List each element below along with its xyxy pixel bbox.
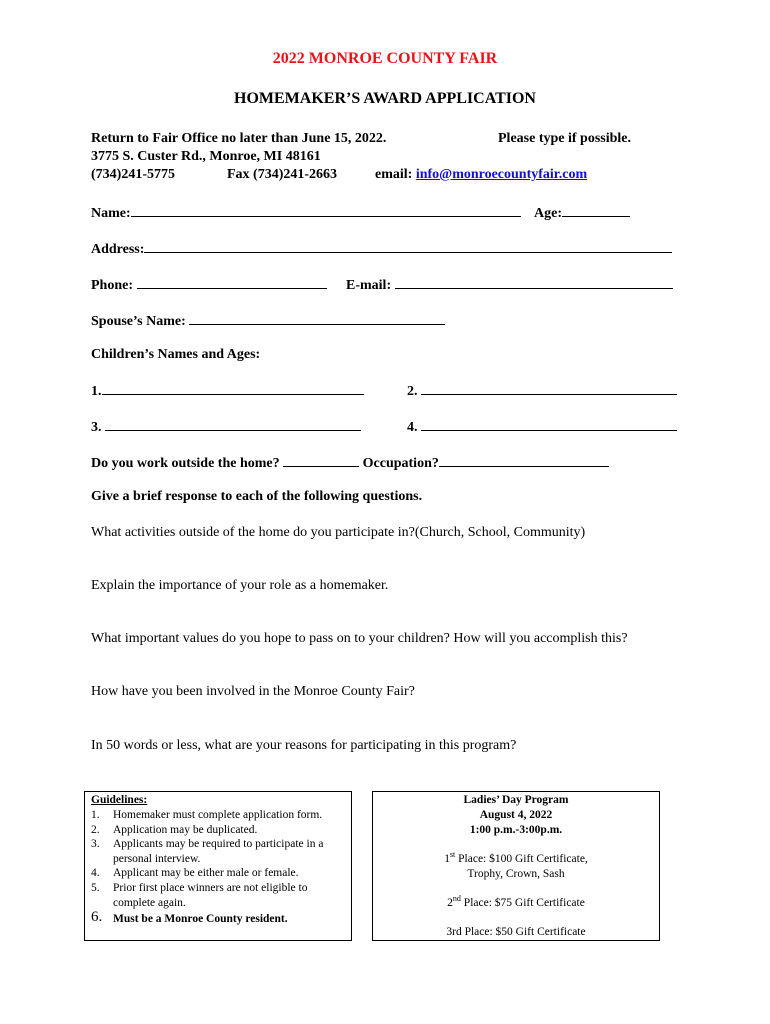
child-3-field[interactable] bbox=[91, 417, 361, 436]
fair-title: 2022 MONROE COUNTY FAIR bbox=[272, 50, 498, 67]
guideline-item: 5. Prior first place winners are not eligible to complete again. bbox=[91, 881, 308, 909]
email-line bbox=[375, 167, 587, 183]
program-box bbox=[372, 791, 660, 941]
occupation-blank[interactable] bbox=[439, 453, 609, 467]
name-blank[interactable] bbox=[131, 203, 521, 217]
spouse-blank[interactable] bbox=[189, 311, 445, 325]
guidelines-box bbox=[84, 791, 352, 941]
application-title: HOMEMAKER’S AWARD APPLICATION bbox=[234, 90, 536, 107]
guideline-item: 4. Applicant may be either male or female. bbox=[91, 867, 299, 880]
email-field-label: E-mail: bbox=[346, 278, 392, 293]
child-4-field[interactable] bbox=[407, 417, 677, 436]
first-place-prize: 1st Place: $100 Gift Certificate, bbox=[444, 850, 588, 865]
spouse-label: Spouse’s Name: bbox=[91, 314, 186, 329]
child-1-field[interactable] bbox=[91, 381, 364, 400]
guideline-item: 2. Application may be duplicated. bbox=[91, 823, 258, 836]
child-2-blank[interactable] bbox=[421, 381, 677, 395]
phone-blank[interactable] bbox=[137, 275, 327, 289]
guideline-item: 3. Applicants may be required to participate in a personal interview. bbox=[91, 838, 324, 865]
name-label: Name: bbox=[91, 206, 131, 221]
address-blank[interactable] bbox=[144, 239, 672, 253]
email-link[interactable]: info@monroecountyfair.com bbox=[415, 167, 588, 182]
child-4-label: 4. bbox=[407, 420, 418, 435]
email-field[interactable] bbox=[346, 275, 673, 294]
guidelines-heading: Guidelines: bbox=[91, 794, 148, 806]
question-5: In 50 words or less, what are your reasons for participating in this program? bbox=[91, 738, 517, 753]
child-2-label: 2. bbox=[407, 384, 418, 399]
guideline-item: 1. Homemaker must complete application form. bbox=[91, 809, 323, 821]
office-address: 3775 S. Custer Rd., Monroe, MI 48161 bbox=[91, 149, 321, 164]
email-blank[interactable] bbox=[395, 275, 673, 289]
work-outside-blank[interactable] bbox=[283, 453, 359, 467]
child-3-blank[interactable] bbox=[105, 417, 361, 431]
office-fax: Fax (734)241-2663 bbox=[227, 167, 338, 182]
question-4: How have you been involved in the Monroe County Fair? bbox=[91, 684, 415, 699]
type-note: Please type if possible. bbox=[498, 131, 631, 146]
question-1: What activities outside of the home do you participate in?(Church, School, Community) bbox=[91, 525, 586, 540]
return-instruction: Return to Fair Office no later than June 15, 2022. bbox=[91, 131, 387, 146]
age-label: Age: bbox=[534, 206, 562, 221]
phone-field[interactable] bbox=[91, 275, 327, 294]
question-2: Explain the importance of your role as a homemaker. bbox=[91, 578, 389, 593]
name-field[interactable] bbox=[91, 203, 521, 222]
child-1-label: 1. bbox=[91, 384, 102, 399]
first-place-extras: Trophy, Crown, Sash bbox=[467, 868, 565, 880]
guideline-item: 6. Must be a Monroe County resident. bbox=[91, 909, 288, 926]
child-1-blank[interactable] bbox=[102, 381, 364, 395]
third-place-prize: 3rd Place: $50 Gift Certificate bbox=[446, 926, 586, 938]
child-3-label: 3. bbox=[91, 420, 102, 435]
address-label: Address: bbox=[91, 242, 145, 257]
question-3: What important values do you hope to pass on to your children? How will you accomplish this? bbox=[91, 631, 628, 646]
work-outside-field[interactable] bbox=[91, 453, 609, 472]
phone-label: Phone: bbox=[91, 278, 133, 293]
office-phone: (734)241-5775 bbox=[91, 167, 175, 182]
work-outside-label: Do you work outside the home? bbox=[91, 456, 280, 471]
address-field[interactable] bbox=[91, 239, 672, 258]
child-2-field[interactable] bbox=[407, 381, 677, 400]
spouse-field[interactable] bbox=[91, 311, 445, 330]
second-place-prize: 2nd Place: $75 Gift Certificate bbox=[447, 894, 585, 909]
program-date: August 4, 2022 bbox=[479, 809, 553, 821]
email-label: email: bbox=[375, 167, 413, 182]
program-time: 1:00 p.m.-3:00p.m. bbox=[469, 824, 563, 836]
age-blank[interactable] bbox=[562, 203, 630, 217]
children-heading: Children’s Names and Ages: bbox=[91, 347, 261, 362]
program-title: Ladies’ Day Program bbox=[463, 794, 569, 806]
guidelines-list bbox=[91, 808, 349, 927]
occupation-label: Occupation? bbox=[362, 456, 439, 471]
child-4-blank[interactable] bbox=[421, 417, 677, 431]
questions-intro: Give a brief response to each of the following questions. bbox=[91, 489, 423, 504]
age-field[interactable] bbox=[534, 203, 630, 222]
